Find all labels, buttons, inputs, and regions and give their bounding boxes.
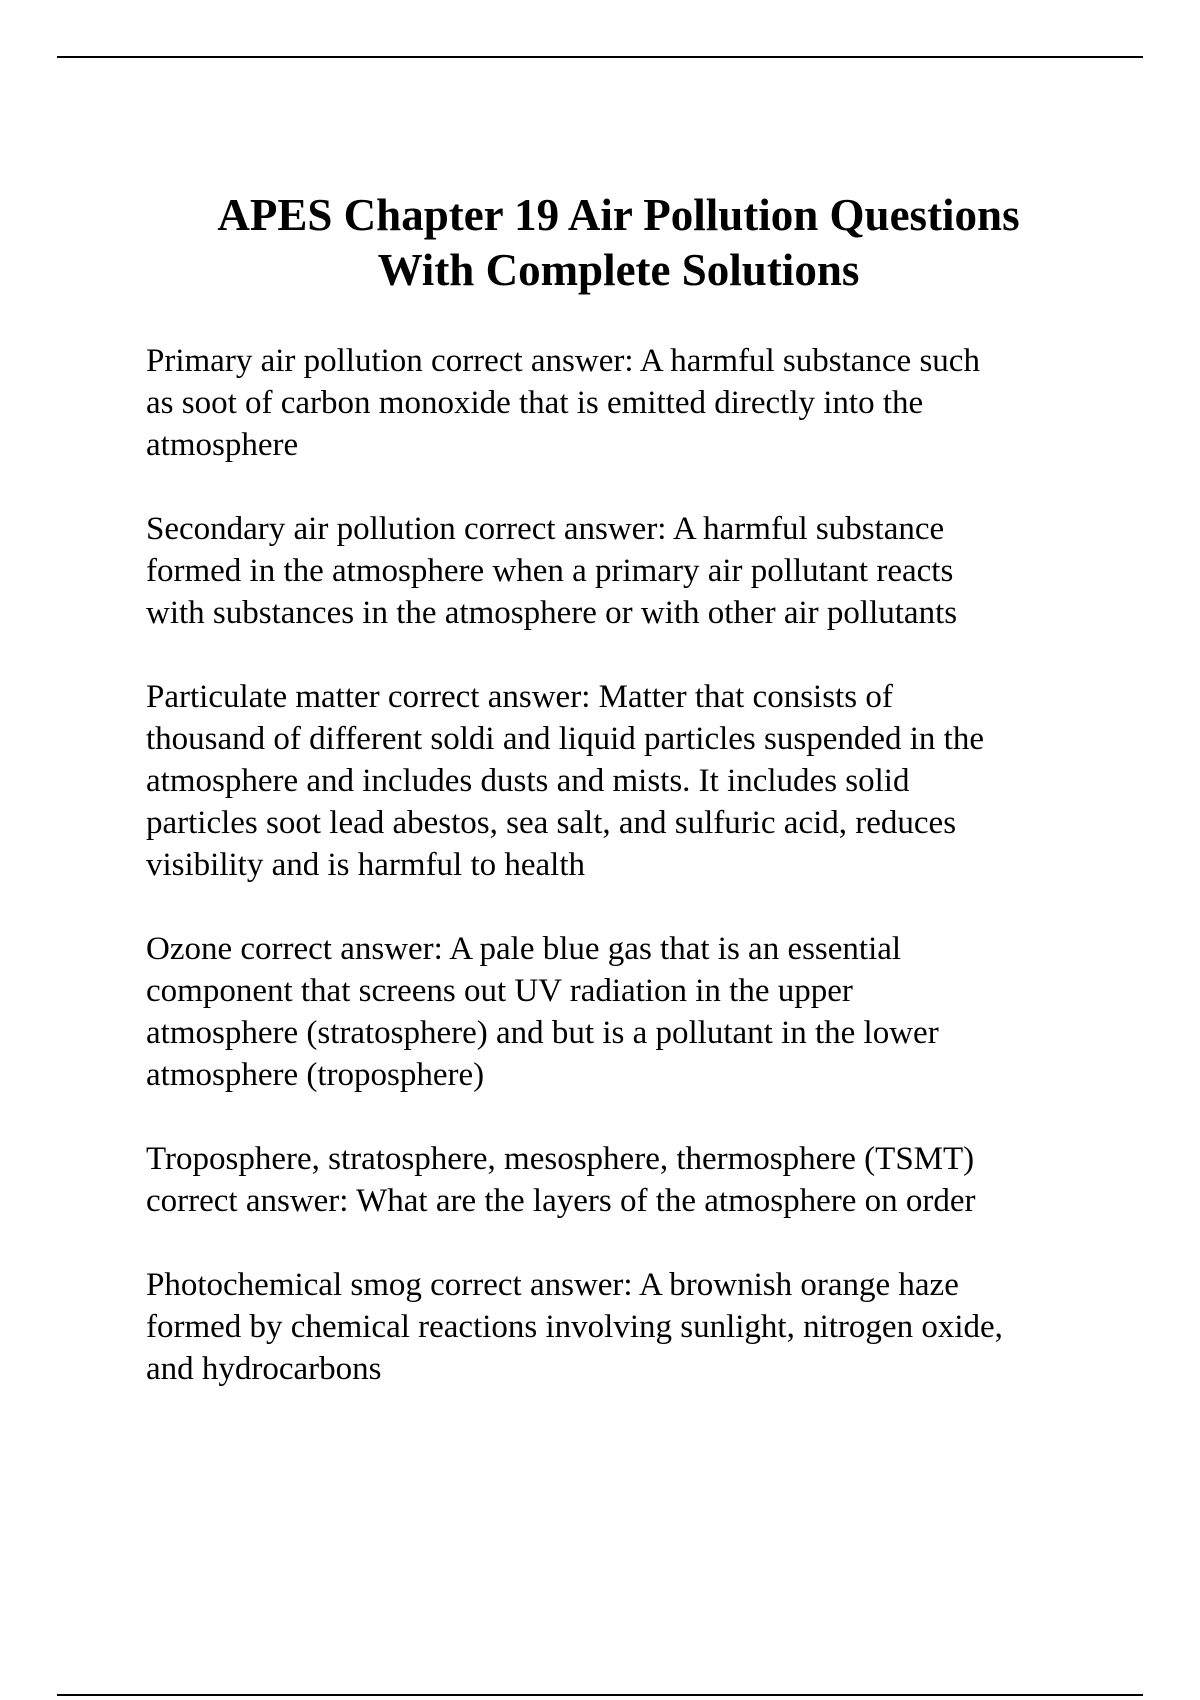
title-line: APES Chapter 19 Air Pollution Questions — [217, 190, 1020, 240]
qa-list — [146, 340, 1146, 1432]
qa-line: atmosphere and includes dusts and mists. It includes solid — [146, 763, 910, 799]
qa-entry-primary-air-pollution — [146, 340, 1146, 466]
document-title — [0, 188, 1200, 298]
qa-line: Particulate matter correct answer: Matter that consists of — [146, 679, 893, 715]
qa-line: particles soot lead abestos, sea salt, and sulfuric acid, reduces — [146, 805, 957, 841]
qa-line: atmosphere (troposphere) — [146, 1057, 485, 1093]
title-line: With Complete Solutions — [377, 245, 860, 295]
qa-line: visibility and is harmful to health — [146, 847, 586, 883]
qa-entry-atmosphere-layers — [146, 1138, 1146, 1222]
qa-entry-particulate-matter — [146, 676, 1146, 886]
qa-entry-ozone — [146, 928, 1146, 1096]
qa-line: with substances in the atmosphere or with other air pollutants — [146, 595, 958, 631]
qa-line: thousand of different soldi and liquid particles suspended in the — [146, 721, 984, 757]
qa-line: Troposphere, stratosphere, mesosphere, thermosphere (TSMT) — [146, 1141, 975, 1177]
qa-line: atmosphere — [146, 427, 299, 463]
top-rule — [57, 56, 1143, 58]
qa-line: formed by chemical reactions involving sunlight, nitrogen oxide, — [146, 1309, 1003, 1345]
qa-line: and hydrocarbons — [146, 1351, 382, 1387]
qa-entry-secondary-air-pollution — [146, 508, 1146, 634]
qa-line: Secondary air pollution correct answer: A harmful substance — [146, 511, 945, 547]
qa-line: Ozone correct answer: A pale blue gas that is an essential — [146, 931, 902, 967]
qa-entry-photochemical-smog — [146, 1264, 1146, 1390]
qa-line: Primary air pollution correct answer: A harmful substance such — [146, 343, 980, 379]
qa-line: as soot of carbon monoxide that is emitted directly into the — [146, 385, 924, 421]
qa-line: atmosphere (stratosphere) and but is a pollutant in the lower — [146, 1015, 939, 1051]
qa-line: component that screens out UV radiation in the upper — [146, 973, 853, 1009]
qa-line: formed in the atmosphere when a primary air pollutant reacts — [146, 553, 954, 589]
bottom-rule — [57, 1694, 1143, 1696]
qa-line: correct answer: What are the layers of the atmosphere on order — [146, 1183, 976, 1219]
qa-line: Photochemical smog correct answer: A brownish orange haze — [146, 1267, 959, 1303]
